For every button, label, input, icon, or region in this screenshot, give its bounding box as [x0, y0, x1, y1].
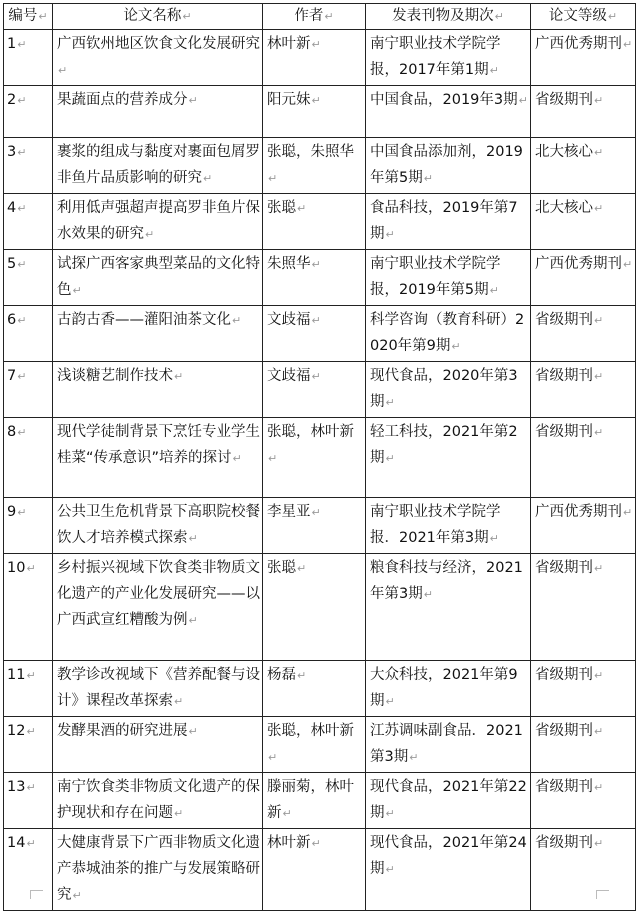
cell-title: 裹浆的组成与黏度对裹面包屑罗非鱼片品质影响的研究↵	[53, 138, 263, 194]
paragraph-mark-icon: ↵	[311, 38, 321, 51]
paragraph-mark-icon: ↵	[268, 172, 278, 185]
paragraph-mark-icon: ↵	[282, 807, 292, 820]
cell-author: 林叶新↵	[263, 30, 366, 86]
header-cell: 作者↵	[263, 4, 366, 30]
paragraph-mark-icon: ↵	[409, 751, 419, 764]
paragraph-mark-icon: ↵	[26, 837, 36, 850]
cell-number: 4↵	[4, 194, 53, 250]
cell-journal: 科学咨询（教育科研）2020年第9期↵	[366, 306, 531, 362]
paragraph-mark-icon: ↵	[17, 146, 27, 159]
header-row	[4, 4, 636, 30]
paragraph-mark-icon: ↵	[188, 532, 198, 545]
cell-level: 北大核心↵	[531, 138, 636, 194]
cell-author: 滕丽菊，林叶新↵	[263, 773, 366, 829]
paragraph-mark-icon: ↵	[489, 284, 499, 297]
cell-number: 7↵	[4, 362, 53, 418]
cell-title: 试探广西客家典型菜品的文化特色↵	[53, 250, 263, 306]
table-row	[4, 86, 636, 138]
cell-level: 省级期刊↵	[531, 86, 636, 138]
cell-author: 张聪↵	[263, 554, 366, 661]
cell-level: 省级期刊↵	[531, 661, 636, 717]
paragraph-mark-icon: ↵	[17, 202, 27, 215]
cell-title: 利用低声强超声提高罗非鱼片保水效果的研究↵	[53, 194, 263, 250]
table-row	[4, 717, 636, 773]
paragraph-mark-icon: ↵	[17, 314, 27, 327]
paragraph-mark-icon: ↵	[26, 781, 36, 794]
paragraph-mark-icon: ↵	[518, 94, 528, 107]
paragraph-mark-icon: ↵	[17, 506, 27, 519]
cell-journal: 南宁职业技术学院学报，2017年第1期↵	[366, 30, 531, 86]
cell-title: 大健康背景下广西非物质文化遗产恭城油茶的推广与发展策略研究↵	[53, 829, 263, 911]
paragraph-mark-icon: ↵	[311, 94, 321, 107]
table-row	[4, 250, 636, 306]
cell-number: 1↵	[4, 30, 53, 86]
paragraph-mark-icon: ↵	[232, 314, 242, 327]
paragraph-mark-icon: ↵	[26, 669, 36, 682]
cell-level: 省级期刊↵	[531, 306, 636, 362]
paragraph-mark-icon: ↵	[423, 172, 433, 185]
cell-journal: 江苏调味副食品．2021第3期↵	[366, 717, 531, 773]
paragraph-mark-icon: ↵	[594, 669, 604, 682]
cell-author: 李星亚↵	[263, 498, 366, 554]
paragraph-mark-icon: ↵	[268, 452, 278, 465]
table-row	[4, 30, 636, 86]
table-row	[4, 554, 636, 661]
table-row	[4, 194, 636, 250]
cell-number: 3↵	[4, 138, 53, 194]
header-cell: 发表刊物及期次↵	[366, 4, 531, 30]
cell-journal: 南宁职业技术学院学报，2019年第5期↵	[366, 250, 531, 306]
paragraph-mark-icon: ↵	[451, 340, 461, 353]
paragraph-mark-icon: ↵	[174, 695, 184, 708]
paragraph-mark-icon: ↵	[268, 751, 278, 764]
paragraph-mark-icon: ↵	[594, 202, 604, 215]
paragraph-mark-icon: ↵	[594, 370, 604, 383]
cell-level: 省级期刊↵	[531, 773, 636, 829]
cell-title: 南宁饮食类非物质文化遗产的保护现状和存在问题↵	[53, 773, 263, 829]
cell-number: 14↵	[4, 829, 53, 911]
cell-number: 2↵	[4, 86, 53, 138]
cell-title: 古韵古香——灌阳油茶文化↵	[53, 306, 263, 362]
cell-level: 省级期刊↵	[531, 554, 636, 661]
cell-journal: 轻工科技，2021年第2期↵	[366, 418, 531, 498]
table-row	[4, 362, 636, 418]
cell-title: 果蔬面点的营养成分↵	[53, 86, 263, 138]
paragraph-mark-icon: ↵	[385, 228, 395, 241]
cell-title: 发酵果酒的研究进展↵	[53, 717, 263, 773]
paragraph-mark-icon: ↵	[26, 725, 36, 738]
paragraph-mark-icon: ↵	[232, 452, 242, 465]
page-corner-mark	[596, 890, 609, 899]
paragraph-mark-icon: ↵	[594, 426, 604, 439]
header-cell: 论文名称↵	[53, 4, 263, 30]
cell-level: 广西优秀期刊↵	[531, 498, 636, 554]
cell-journal: 现代食品，2021年第22期↵	[366, 773, 531, 829]
cell-level: 省级期刊↵	[531, 829, 636, 911]
paragraph-mark-icon: ↵	[594, 94, 604, 107]
paragraph-mark-icon: ↵	[188, 614, 198, 627]
paragraph-mark-icon: ↵	[203, 172, 213, 185]
paragraph-mark-icon: ↵	[594, 314, 604, 327]
cell-number: 5↵	[4, 250, 53, 306]
table-row	[4, 138, 636, 194]
paragraph-mark-icon: ↵	[311, 258, 321, 271]
cell-author: 张聪，朱照华↵	[263, 138, 366, 194]
cell-number: 12↵	[4, 717, 53, 773]
paragraph-mark-icon: ↵	[174, 370, 184, 383]
paragraph-mark-icon: ↵	[385, 695, 395, 708]
paragraph-mark-icon: ↵	[594, 562, 604, 575]
paragraph-mark-icon: ↵	[623, 38, 633, 51]
paragraph-mark-icon: ↵	[489, 532, 499, 545]
cell-journal: 食品科技，2019年第7期↵	[366, 194, 531, 250]
paragraph-mark-icon: ↵	[623, 258, 633, 271]
cell-level: 省级期刊↵	[531, 418, 636, 498]
cell-journal: 大众科技，2021年第9期↵	[366, 661, 531, 717]
paragraph-mark-icon: ↵	[17, 370, 27, 383]
cell-author: 张聪，林叶新↵	[263, 418, 366, 498]
table-row	[4, 418, 636, 498]
cell-title: 广西钦州地区饮食文化发展研究↵	[53, 30, 263, 86]
paragraph-mark-icon: ↵	[26, 562, 36, 575]
paragraph-mark-icon: ↵	[297, 202, 307, 215]
paragraph-mark-icon: ↵	[17, 258, 27, 271]
paragraph-mark-icon: ↵	[594, 146, 604, 159]
paragraph-mark-icon: ↵	[72, 889, 82, 902]
cell-author: 文歧福↵	[263, 362, 366, 418]
table-row	[4, 661, 636, 717]
cell-author: 文歧福↵	[263, 306, 366, 362]
paragraph-mark-icon: ↵	[311, 370, 321, 383]
paragraph-mark-icon: ↵	[145, 228, 155, 241]
paragraph-mark-icon: ↵	[297, 562, 307, 575]
paragraph-mark-icon: ↵	[188, 725, 198, 738]
cell-author: 林叶新↵	[263, 829, 366, 911]
paragraph-mark-icon: ↵	[423, 588, 433, 601]
paragraph-mark-icon: ↵	[311, 314, 321, 327]
cell-title: 公共卫生危机背景下高职院校餐饮人才培养模式探索↵	[53, 498, 263, 554]
table-row	[4, 306, 636, 362]
paragraph-mark-icon: ↵	[17, 38, 27, 51]
paragraph-mark-icon: ↵	[385, 863, 395, 876]
paragraph-mark-icon: ↵	[594, 781, 604, 794]
paragraph-mark-icon: ↵	[594, 837, 604, 850]
cell-journal: 中国食品，2019年3期↵	[366, 86, 531, 138]
paragraph-mark-icon: ↵	[385, 452, 395, 465]
cell-author: 杨磊↵	[263, 661, 366, 717]
paragraph-mark-icon: ↵	[594, 725, 604, 738]
cell-journal: 现代食品，2021年第24期↵	[366, 829, 531, 911]
cell-level: 省级期刊↵	[531, 717, 636, 773]
paragraph-mark-icon: ↵	[17, 426, 27, 439]
cell-number: 11↵	[4, 661, 53, 717]
cell-author: 阳元妹↵	[263, 86, 366, 138]
cell-title: 现代学徒制背景下烹饪专业学生桂菜“传承意识”培养的探讨↵	[53, 418, 263, 498]
cell-level: 广西优秀期刊↵	[531, 250, 636, 306]
paragraph-mark-icon: ↵	[311, 506, 321, 519]
cell-number: 13↵	[4, 773, 53, 829]
cell-author: 朱照华↵	[263, 250, 366, 306]
paragraph-mark-icon: ↵	[385, 807, 395, 820]
cell-author: 张聪↵	[263, 194, 366, 250]
header-cell: 论文等级↵	[531, 4, 636, 30]
cell-journal: 粮食科技与经济，2021年第3期↵	[366, 554, 531, 661]
paragraph-mark-icon: ↵	[623, 506, 633, 519]
header-cell: 编号↵	[4, 4, 53, 30]
cell-journal: 现代食品，2020年第3期↵	[366, 362, 531, 418]
paragraph-mark-icon: ↵	[17, 94, 27, 107]
cell-level: 北大核心↵	[531, 194, 636, 250]
cell-author: 张聪，林叶新↵	[263, 717, 366, 773]
cell-number: 9↵	[4, 498, 53, 554]
cell-journal: 南宁职业技术学院学报．2021年第3期↵	[366, 498, 531, 554]
table-row	[4, 773, 636, 829]
table-row	[4, 498, 636, 554]
cell-title: 教学诊改视域下《营养配餐与设计》课程改革探索↵	[53, 661, 263, 717]
page-corner-mark	[30, 890, 43, 899]
paragraph-mark-icon: ↵	[188, 94, 198, 107]
cell-title: 乡村振兴视域下饮食类非物质文化遗产的产业化发展研究——以广西武宣红糟酸为例↵	[53, 554, 263, 661]
paragraph-mark-icon: ↵	[174, 807, 184, 820]
table-row	[4, 829, 636, 911]
paragraph-mark-icon: ↵	[58, 64, 68, 77]
papers-table	[3, 3, 636, 911]
cell-title: 浅谈糖艺制作技术↵	[53, 362, 263, 418]
paragraph-mark-icon: ↵	[297, 669, 307, 682]
paragraph-mark-icon: ↵	[385, 396, 395, 409]
paragraph-mark-icon: ↵	[489, 64, 499, 77]
paragraph-mark-icon: ↵	[72, 284, 82, 297]
cell-number: 6↵	[4, 306, 53, 362]
paragraph-mark-icon: ↵	[311, 837, 321, 850]
cell-level: 广西优秀期刊↵	[531, 30, 636, 86]
cell-level: 省级期刊↵	[531, 362, 636, 418]
cell-number: 10↵	[4, 554, 53, 661]
cell-journal: 中国食品添加剂，2019年第5期↵	[366, 138, 531, 194]
cell-number: 8↵	[4, 418, 53, 498]
